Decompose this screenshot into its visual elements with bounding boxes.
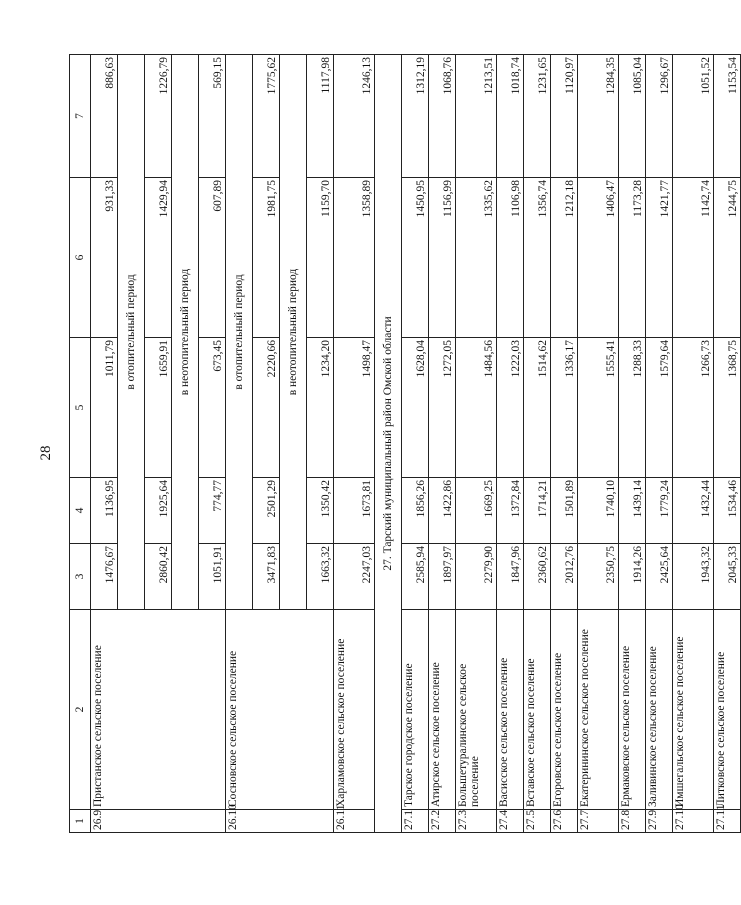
period-label: в отопительный период <box>118 55 145 610</box>
row-number: 27.8 <box>619 810 646 833</box>
settlement-name: Пристанское сельское поселение <box>91 610 226 810</box>
value-cell: 1011,79 <box>91 338 118 478</box>
value-cell: 673,45 <box>199 338 226 478</box>
value-cell: 1897,97 <box>429 544 456 610</box>
period-label: в отопительный период <box>226 55 253 610</box>
header-cell: 2 <box>70 610 91 810</box>
row-number: 27.9 <box>646 810 673 833</box>
value-cell: 607,89 <box>199 178 226 338</box>
value-cell: 1847,96 <box>497 544 524 610</box>
value-cell: 1051,52 <box>673 55 714 178</box>
value-cell: 1476,67 <box>91 544 118 610</box>
value-cell: 1673,81 <box>334 478 375 544</box>
page-number: 28 <box>38 445 54 461</box>
value-cell: 2360,62 <box>524 544 551 610</box>
value-cell: 1432,44 <box>673 478 714 544</box>
row-number: 27.11 <box>714 810 741 833</box>
value-cell: 1312,19 <box>402 55 429 178</box>
value-cell: 1669,25 <box>456 478 497 544</box>
rotated-table-container <box>69 55 739 833</box>
header-cell: 3 <box>70 544 91 610</box>
value-cell: 1272,05 <box>429 338 456 478</box>
settlement-name: Атирское сельское поселение <box>429 610 456 810</box>
value-cell: 1484,56 <box>456 338 497 478</box>
value-cell: 1246,13 <box>334 55 375 178</box>
value-cell: 1421,77 <box>646 178 673 338</box>
value-cell: 3471,83 <box>253 544 280 610</box>
table-row <box>551 55 578 833</box>
table-body <box>70 55 741 833</box>
row-number: 26.10 <box>226 810 334 833</box>
table-row <box>334 55 375 833</box>
tariff-table <box>69 54 741 833</box>
settlement-name: Имшегальское сельское поселение <box>673 610 714 810</box>
value-cell: 1284,35 <box>578 55 619 178</box>
value-cell: 774,77 <box>199 478 226 544</box>
table-row <box>497 55 524 833</box>
value-cell: 1579,64 <box>646 338 673 478</box>
period-row <box>226 55 253 833</box>
value-cell: 2585,94 <box>402 544 429 610</box>
value-cell: 1212,18 <box>551 178 578 338</box>
value-cell: 1439,14 <box>619 478 646 544</box>
row-number: 26.11 <box>334 810 375 833</box>
value-cell: 1368,75 <box>714 338 741 478</box>
settlement-name: Литковское сельское поселение <box>714 610 741 810</box>
value-cell: 886,63 <box>91 55 118 178</box>
value-cell: 1350,42 <box>307 478 334 544</box>
value-cell: 1914,26 <box>619 544 646 610</box>
value-cell: 1555,41 <box>578 338 619 478</box>
value-cell: 1856,26 <box>402 478 429 544</box>
value-cell: 1925,64 <box>145 478 172 544</box>
value-cell: 1136,95 <box>91 478 118 544</box>
value-cell: 2045,33 <box>714 544 741 610</box>
settlement-name: Тарское городское поселение <box>402 610 429 810</box>
settlement-name: Сосновское сельское поселение <box>226 610 334 810</box>
table-row <box>646 55 673 833</box>
value-cell: 2501,29 <box>253 478 280 544</box>
value-cell: 1775,62 <box>253 55 280 178</box>
value-cell: 1501,89 <box>551 478 578 544</box>
value-cell: 2247,03 <box>334 544 375 610</box>
value-cell: 1231,65 <box>524 55 551 178</box>
value-cell: 1018,74 <box>497 55 524 178</box>
table-row <box>91 55 118 833</box>
value-cell: 1663,32 <box>307 544 334 610</box>
value-cell: 1450,95 <box>402 178 429 338</box>
row-number: 27.4 <box>497 810 524 833</box>
value-cell: 1628,04 <box>402 338 429 478</box>
value-cell: 1288,33 <box>619 338 646 478</box>
value-cell: 1234,20 <box>307 338 334 478</box>
table-row <box>578 55 619 833</box>
value-cell: 1051,91 <box>199 544 226 610</box>
value-cell: 1335,62 <box>456 178 497 338</box>
value-cell: 1779,24 <box>646 478 673 544</box>
header-cell: 7 <box>70 55 91 178</box>
table-row <box>524 55 551 833</box>
header-row <box>70 55 91 833</box>
period-label: в неотопительный период <box>280 55 307 610</box>
header-cell: 1 <box>70 810 91 833</box>
value-cell: 931,33 <box>91 178 118 338</box>
value-cell: 1498,47 <box>334 338 375 478</box>
value-cell: 1117,98 <box>307 55 334 178</box>
value-cell: 1222,03 <box>497 338 524 478</box>
value-cell: 1296,67 <box>646 55 673 178</box>
settlement-name: Егоровское сельское поселение <box>551 610 578 810</box>
value-cell: 2860,42 <box>145 544 172 610</box>
settlement-name: Заливинское сельское поселение <box>646 610 673 810</box>
row-number: 27.1 <box>402 810 429 833</box>
table-row <box>619 55 646 833</box>
row-number: 27.5 <box>524 810 551 833</box>
value-cell: 1336,17 <box>551 338 578 478</box>
settlement-name: Екатерининское сельское поселение <box>578 610 619 810</box>
value-cell: 1429,94 <box>145 178 172 338</box>
header-cell: 5 <box>70 338 91 478</box>
value-cell: 1142,74 <box>673 178 714 338</box>
value-cell: 2350,75 <box>578 544 619 610</box>
table-row <box>673 55 714 833</box>
row-number: 27.7 <box>578 810 619 833</box>
value-cell: 1156,99 <box>429 178 456 338</box>
row-number: 27.2 <box>429 810 456 833</box>
settlement-name: Ермаковское сельское поселение <box>619 610 646 810</box>
value-cell: 2012,76 <box>551 544 578 610</box>
value-cell: 1659,91 <box>145 338 172 478</box>
value-cell: 1173,28 <box>619 178 646 338</box>
settlement-name: Большетуралинское сельское поселение <box>456 610 497 810</box>
row-number: 26.9 <box>91 810 226 833</box>
table-row <box>402 55 429 833</box>
value-cell: 1266,73 <box>673 338 714 478</box>
value-cell: 1514,62 <box>524 338 551 478</box>
value-cell: 1981,75 <box>253 178 280 338</box>
settlement-name: Харламовское сельское поселение <box>334 610 375 810</box>
value-cell: 1422,86 <box>429 478 456 544</box>
value-cell: 1120,97 <box>551 55 578 178</box>
row-number: 27.10 <box>673 810 714 833</box>
row-number: 27.6 <box>551 810 578 833</box>
table-row <box>456 55 497 833</box>
value-cell: 1372,84 <box>497 478 524 544</box>
region-heading-row <box>375 55 402 833</box>
period-label: в неотопительный период <box>172 55 199 610</box>
value-cell: 2220,66 <box>253 338 280 478</box>
table-row <box>429 55 456 833</box>
header-cell: 6 <box>70 178 91 338</box>
value-cell: 2425,64 <box>646 544 673 610</box>
value-cell: 1244,75 <box>714 178 741 338</box>
value-cell: 1406,47 <box>578 178 619 338</box>
value-cell: 1226,79 <box>145 55 172 178</box>
value-cell: 2279,90 <box>456 544 497 610</box>
value-cell: 1943,32 <box>673 544 714 610</box>
value-cell: 1534,46 <box>714 478 741 544</box>
header-cell: 4 <box>70 478 91 544</box>
value-cell: 1159,70 <box>307 178 334 338</box>
row-number: 27.3 <box>456 810 497 833</box>
settlement-name: Васисское сельское поселение <box>497 610 524 810</box>
region-heading: 27. Тарский муниципальный район Омской области <box>375 55 402 833</box>
settlement-name: Вставское сельское поселение <box>524 610 551 810</box>
value-cell: 1153,54 <box>714 55 741 178</box>
value-cell: 1085,04 <box>619 55 646 178</box>
value-cell: 569,15 <box>199 55 226 178</box>
value-cell: 1740,10 <box>578 478 619 544</box>
value-cell: 1213,51 <box>456 55 497 178</box>
value-cell: 1358,89 <box>334 178 375 338</box>
value-cell: 1106,98 <box>497 178 524 338</box>
value-cell: 1356,74 <box>524 178 551 338</box>
table-row <box>714 55 741 833</box>
value-cell: 1068,76 <box>429 55 456 178</box>
value-cell: 1714,21 <box>524 478 551 544</box>
